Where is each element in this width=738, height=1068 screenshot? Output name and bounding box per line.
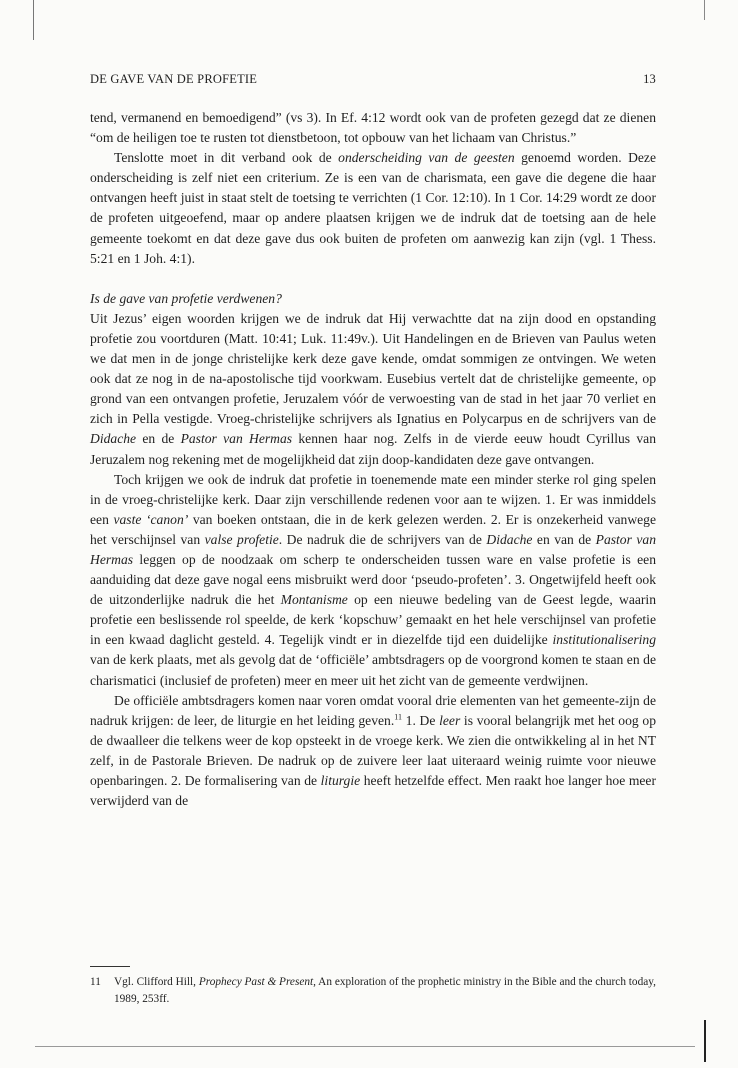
p4-emphasis-6: institutionalisering — [552, 632, 656, 648]
p4-text-1: Toch krijgen we ook de indruk dat profetie in toenemende mate een minder sterke rol ging spelen in de vroeg-christelijke kerk. Daar zijn verschillende redenen voor aan te wijzen. 1. Er was inmiddels een — [90, 471, 656, 527]
p4-emphasis-5: Montanisme — [280, 592, 348, 608]
footnote-reference: 11 — [394, 712, 402, 722]
p2-text-1: Tenslotte moet in dit verband ook de — [114, 150, 339, 166]
footnote-number: 11 — [90, 976, 101, 988]
running-title: DE GAVE VAN DE PROFETIE — [90, 72, 258, 86]
p3-emphasis-1: Didache — [90, 431, 137, 447]
p4-text-5: leggen op de noodzaak om scherp te onderscheiden tussen ware en valse profetie is een aanduiding dat deze gave nogal eens misbruikt werd door ‘pseudo-profeten’. 3. Ongetwijfeld heeft ook de uitzonderlijke nadruk die het — [90, 551, 656, 608]
paragraph-4 — [90, 470, 656, 691]
p4-text-2: van boeken ontstaan, die in de kerk gelezen werden. 2. Er is onzekerheid vanwege het verschijnsel van — [90, 511, 657, 547]
p4-emphasis-2: valse profetie — [204, 531, 279, 547]
p4-text-6: op een nieuwe bedeling van de Geest legde, waarin profetie een beslissende rol speelde, de kerk ‘kopschuw’ gemaakt en het hele verschijnsel van profetie in een kwaad daglicht gesteld. 4. Tegelijk vindt er in diezelfde tijd een duidelijke — [90, 592, 656, 648]
p5-text-2: 1. De — [401, 712, 440, 728]
paragraph-5 — [90, 691, 656, 812]
p3-text-2: en de — [136, 431, 181, 447]
p3-text-1: Uit Jezus’ eigen woorden krijgen we de indruk dat Hij verwachtte dat na zijn dood en opstanding profetie zou voortduren (Matt. 10:41; Luk. 11:49v.). Uit Handelingen en de Brieven van Paulus weten we dat men in de jonge christelijke kerk deze gave kende, omdat sommigen ze ontvingen. We weten ook dat ze nog in de na-apostolische tijd voorkwam. Eusebius vertelt dat de christelijke gemeente, op grond van een ontvangen profetie, Jeruzalem vóór de verwoesting van de stad in het jaar 70 verliet en zich in Pella vestigde. Vroeg-christelijke schrijvers als Ignatius en Polycarpus en de schrijvers van de — [90, 310, 656, 427]
scan-edge-left — [33, 0, 34, 40]
p5-emphasis-1: leer — [439, 712, 461, 728]
footnote-text-1: Vgl. Clifford Hill, — [114, 976, 199, 988]
p3-text-3: kennen haar nog. Zelfs in de vierde eeuw houdt Cyrillus van Jeruzalem nog rekening met de mogelijkheid dat zijn doop-kandidaten deze gave ontvangen. — [90, 431, 656, 467]
p5-text-4: heeft hetzelfde effect. Men raakt hoe langer hoe meer verwijderd van de — [90, 773, 656, 809]
paragraph-1 — [90, 108, 656, 148]
footnote-text — [114, 974, 656, 1008]
footnote — [90, 974, 656, 1008]
p4-text-3: . De nadruk die de schrijvers van de — [278, 531, 487, 547]
p5-text-3: is vooral belangrijk met het oog op de dwaalleer die telkens weer de kop opsteekt in de vroege kerk. We zien die ontwikkeling al in het NT zelf, in de Pastorale Brieven. De nadruk op de zuivere leer laat uiteraard weinig ruimte voor nieuwe openbaringen. 2. De formalisering van de — [90, 712, 656, 788]
p2-emphasis: onderscheiding van de geesten — [338, 150, 515, 166]
section-heading: Is de gave van profetie verdwenen? — [90, 290, 282, 306]
p1-text: tend, vermanend en bemoedigend” (vs 3). In Ef. 4:12 wordt ook van de profeten gezegd dat ze dienen “om de heiligen toe te rusten tot dienstbetoon, tot opbouw van het lichaam van Christus.” — [90, 110, 656, 146]
scan-edge-right — [704, 0, 705, 20]
page-number: 13 — [643, 72, 656, 86]
p5-text-1: De officiële ambtsdragers komen naar voren omdat vooral drie elementen van het gemeente-zijn de nadruk krijgen: de leer, de liturgie en het leiding geven. — [90, 692, 656, 728]
footnote-text-2: , An exploration of the prophetic ministry in the Bible and the church today, 1989, 253ff. — [114, 976, 656, 1005]
p4-emphasis-1: vaste ‘canon’ — [113, 511, 189, 527]
body-text — [90, 108, 656, 811]
scan-edge-right-lower — [704, 1020, 706, 1062]
p2-text-2: genoemd worden. Deze onderscheiding is zelf niet een criterium. Ze is een van de charismata, een gave die degene die haar ontvangen heeft juist in staat stelt de toetsing te verrichten (1 Cor. 12:10). In 1 Cor. 14:29 wordt ze door de profeten uitgeoefend, maar op andere plaatsen krijgen we de indruk dat de toetsing aan de hele gemeente toekomt en dat deze gave dus ook buiten de profeten om aanwezig kan zijn (vgl. 1 Thess. 5:21 en 1 Joh. 4:1). — [90, 150, 656, 266]
p4-text-4: en van de — [532, 531, 596, 547]
p4-emphasis-3: Didache — [486, 531, 533, 547]
footnote-book-title: Prophecy Past & Present — [198, 976, 314, 988]
paragraph-2 — [90, 148, 656, 269]
p3-emphasis-2: Pastor van Hermas — [180, 431, 293, 447]
p5-emphasis-2: liturgie — [320, 773, 361, 788]
scan-edge-bottom — [35, 1046, 695, 1047]
p4-emphasis-4: Pastor van Hermas — [90, 531, 657, 567]
p4-text-7: van de kerk plaats, met als gevolg dat de ‘officiële’ ambtsdragers op de voorgrond komen te staan en de charismatici (inclusief de profeten) meer en meer uit het zicht van de gemeente verdwijnen. — [90, 652, 656, 688]
paragraph-3 — [90, 309, 656, 470]
footnote-rule — [90, 966, 130, 967]
